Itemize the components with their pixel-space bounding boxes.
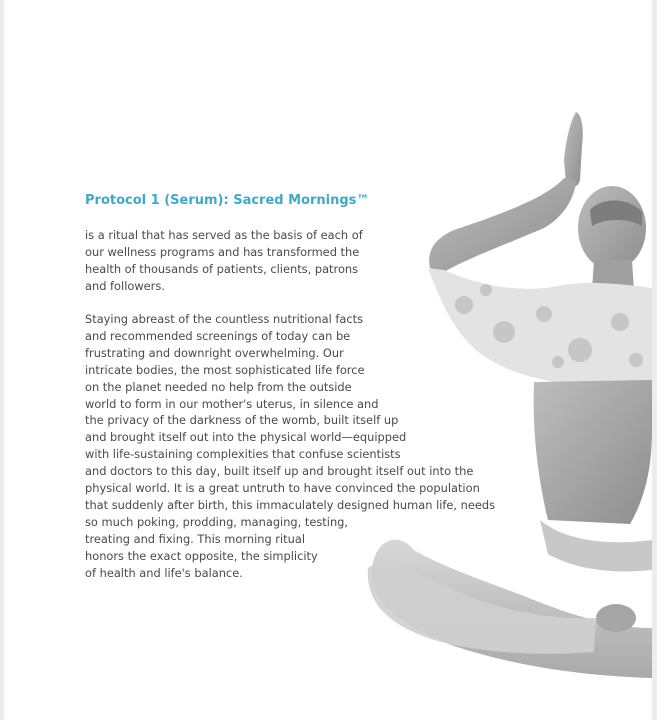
- paragraph-line: so much poking, prodding, managing, testing,: [85, 514, 349, 529]
- paragraph-line: on the planet needed no help from the outside: [85, 379, 352, 394]
- body-paragraph: [85, 311, 495, 582]
- paragraph-line: with life-sustaining complexities that confuse scientists: [85, 447, 401, 462]
- paragraph-line: is a ritual that has served as the basis of each of: [85, 228, 363, 242]
- document-page: [4, 0, 652, 720]
- paragraph-line: health of thousands of patients, clients, patrons: [85, 261, 359, 276]
- paragraph-line: and doctors to this day, built itself up and brought itself out into the: [85, 464, 474, 479]
- paragraph-line: and brought itself out into the physical world—equipped: [85, 430, 407, 445]
- paragraph-line: the privacy of the darkness of the womb, built itself up: [85, 413, 399, 428]
- paragraph-line: intricate bodies, the most sophisticated life force: [85, 362, 365, 377]
- paragraph-line: Staying abreast of the countless nutritional facts: [85, 312, 364, 326]
- paragraph-line: that suddenly after birth, this immaculately designed human life, needs: [85, 497, 496, 512]
- paragraph-line: our wellness programs and has transformed the: [85, 244, 360, 259]
- paragraph-line: world to form in our mother's uterus, in silence and: [85, 396, 379, 411]
- paragraph-line: treating and fixing. This morning ritual: [85, 531, 305, 546]
- paragraph-line: physical world. It is a great untruth to have convinced the population: [85, 481, 480, 496]
- paragraph-line: honors the exact opposite, the simplicity: [85, 548, 318, 563]
- intro-paragraph: [85, 227, 363, 295]
- paragraph-line: and recommended screenings of today can be: [85, 328, 351, 343]
- paragraph-line: and followers.: [85, 278, 165, 293]
- paragraph-line: frustrating and downright overwhelming. Our: [85, 345, 344, 360]
- protocol-heading: Protocol 1 (Serum): Sacred Mornings™: [85, 193, 370, 208]
- paragraph-line: of health and life's balance.: [85, 565, 243, 580]
